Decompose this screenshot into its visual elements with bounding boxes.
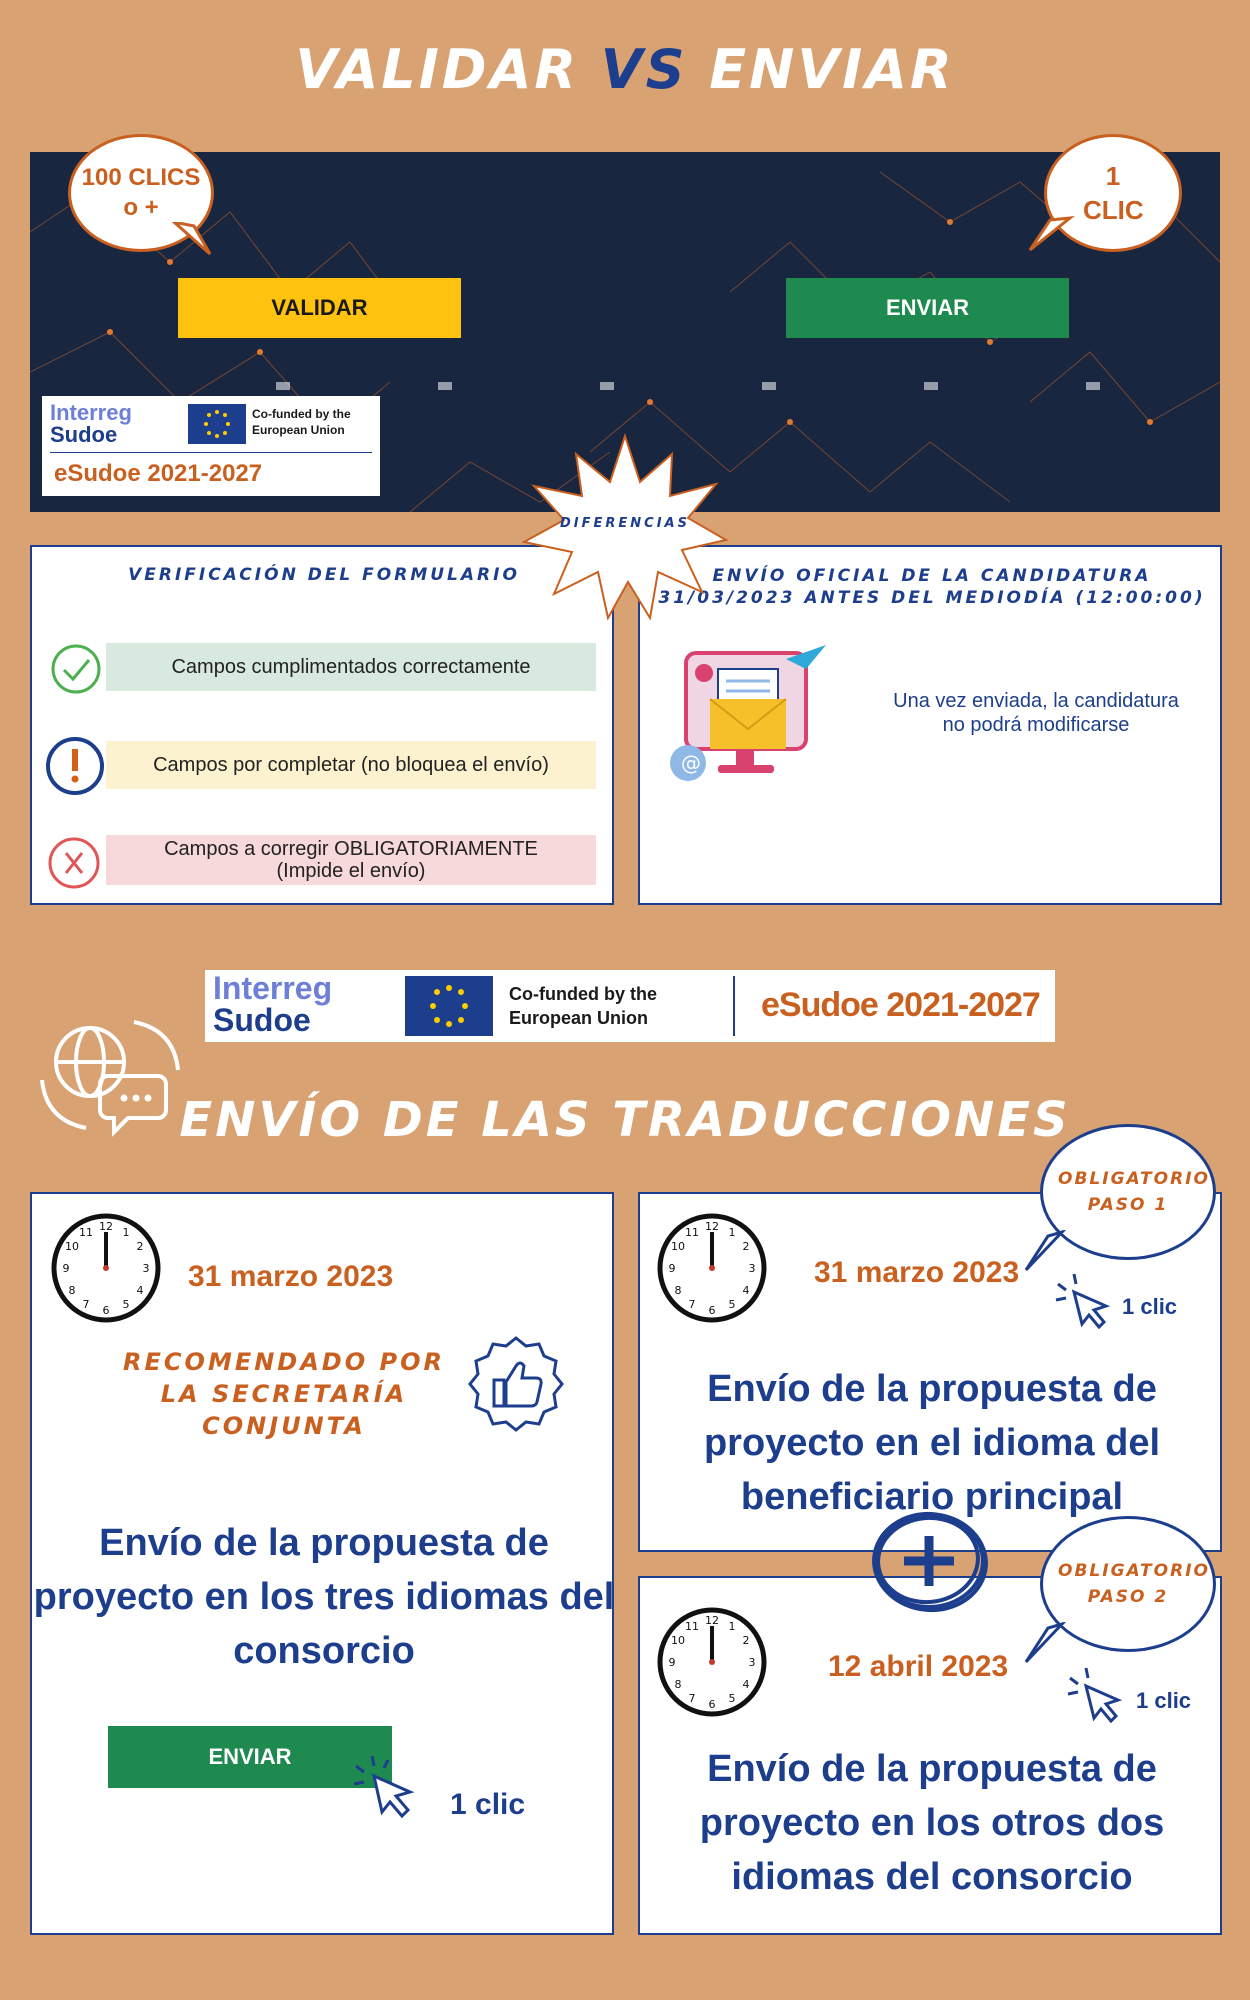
svg-text:12: 12 (705, 1614, 719, 1627)
enviar-button[interactable]: ENVIAR (786, 278, 1069, 338)
svg-text:6: 6 (708, 1698, 716, 1711)
check-icon (50, 643, 102, 695)
left-card-text: Envío de la propuesta de proyecto en los tres idiomas del consorcio (33, 1522, 615, 1672)
svg-text:11: 11 (685, 1620, 699, 1633)
left-card (30, 1192, 614, 1935)
mid-eu-flag-icon (405, 976, 493, 1036)
svg-text:4: 4 (742, 1678, 750, 1691)
bubble-left-tail (170, 222, 220, 262)
thumbs-up-icon (466, 1334, 566, 1434)
svg-text:10: 10 (671, 1240, 685, 1253)
svg-text:6: 6 (708, 1304, 716, 1317)
error-icon (46, 835, 102, 891)
clock-icon (656, 1212, 768, 1324)
bubble-right-tail (1026, 216, 1076, 256)
right-bottom-clicks: 1 clic (1136, 1688, 1192, 1713)
row-pending: Campos por completar (no bloquea el envío) (106, 741, 596, 789)
svg-text:9: 9 (668, 1262, 676, 1275)
right-bottom-text: Envío de la propuesta de proyecto en los otros dos idiomas del consorcio (699, 1748, 1165, 1898)
svg-text:1: 1 (122, 1226, 130, 1239)
paso-1-text: OBLIGATORIO PASO 1 (1058, 1169, 1210, 1215)
clock-icon (656, 1606, 768, 1718)
warning-icon (44, 735, 106, 797)
logo-cofunded-text: Co-funded by the European Union (252, 407, 351, 437)
cursor-click-icon (1066, 1666, 1126, 1726)
validar-button[interactable]: VALIDAR (178, 278, 461, 338)
svg-text:9: 9 (668, 1656, 676, 1669)
svg-text:2: 2 (136, 1240, 144, 1253)
svg-text:8: 8 (674, 1678, 682, 1691)
right-top-text: Envío de la propuesta de proyecto en el idioma del beneficiario principal (703, 1368, 1161, 1518)
svg-text:4: 4 (136, 1284, 144, 1297)
svg-text:3: 3 (142, 1262, 150, 1275)
email-monitor-icon (666, 639, 846, 799)
mid-logo-interreg: Interreg (213, 970, 333, 1006)
svg-text:10: 10 (65, 1240, 79, 1253)
mid-logo-divider (733, 976, 735, 1036)
mid-logo-sudoe: Sudoe (213, 1002, 311, 1038)
svg-text:3: 3 (748, 1656, 756, 1669)
logo-sudoe-text: Sudoe (50, 422, 118, 447)
right-top-clicks: 1 clic (1122, 1294, 1178, 1319)
mid-logo (205, 970, 1055, 1042)
enviar-translations-button[interactable]: ENVIAR (108, 1726, 392, 1788)
svg-text:9: 9 (62, 1262, 70, 1275)
svg-text:6: 6 (102, 1304, 110, 1317)
svg-text:11: 11 (79, 1226, 93, 1239)
logo-interreg-text: Interreg (50, 400, 132, 425)
bubble-1-clic-text: 1 CLIC (1083, 161, 1144, 225)
plus-icon (866, 1506, 992, 1616)
eu-flag-icon (188, 404, 246, 444)
svg-text:10: 10 (671, 1634, 685, 1647)
logo-esudoe-text: eSudoe 2021-2027 (54, 460, 263, 487)
bubble-paso-2-tail (1022, 1622, 1072, 1668)
svg-text:7: 7 (82, 1298, 90, 1311)
page-title (0, 38, 1250, 101)
svg-text:1: 1 (728, 1226, 736, 1239)
section2-title: ENVÍO DE LAS TRADUCCIONES (179, 1092, 1071, 1148)
cursor-click-icon (350, 1752, 420, 1822)
svg-text:@: @ (681, 751, 701, 775)
mid-logo-cofunded: Co-funded by the European Union (509, 984, 657, 1028)
svg-text:8: 8 (674, 1284, 682, 1297)
svg-text:12: 12 (99, 1220, 113, 1233)
verification-heading: VERIFICACIÓN DEL FORMULARIO (128, 565, 520, 585)
svg-text:1: 1 (728, 1620, 736, 1633)
clock-icon (50, 1212, 162, 1324)
svg-text:12: 12 (705, 1220, 719, 1233)
svg-text:5: 5 (728, 1692, 736, 1705)
diferencias-label: DIFERENCIAS (560, 516, 690, 531)
title-vs: VS (600, 38, 688, 101)
svg-text:7: 7 (688, 1692, 696, 1705)
svg-text:2: 2 (742, 1634, 750, 1647)
title-enviar: ENVIAR (709, 38, 955, 101)
right-bottom-date: 12 abril 2023 (828, 1650, 1009, 1683)
bubble-100-clics-text: 100 CLICS o + (81, 164, 201, 221)
left-clicks: 1 clic (450, 1788, 526, 1821)
left-date: 31 marzo 2023 (188, 1260, 394, 1293)
svg-text:7: 7 (688, 1298, 696, 1311)
logo-divider (50, 452, 372, 453)
row-error: Campos a corregir OBLIGATORIAMENTE (Impide el envío) (106, 835, 596, 885)
svg-text:5: 5 (122, 1298, 130, 1311)
svg-text:3: 3 (748, 1262, 756, 1275)
right-top-date: 31 marzo 2023 (814, 1256, 1020, 1289)
send-heading-line1: ENVÍO OFICIAL DE LA CANDIDATURA (712, 566, 1152, 586)
svg-text:11: 11 (685, 1226, 699, 1239)
row-correct: Campos cumplimentados correctamente (106, 643, 596, 691)
send-heading-line2: 31/03/2023 ANTES DEL MEDIODÍA (12:00:00) (658, 588, 1206, 608)
svg-text:2: 2 (742, 1240, 750, 1253)
send-note: Una vez enviada, la candidatura no podrá modificarse (893, 690, 1179, 736)
paso-2-text: OBLIGATORIO PASO 2 (1058, 1561, 1210, 1607)
svg-text:4: 4 (742, 1284, 750, 1297)
svg-text:8: 8 (68, 1284, 76, 1297)
recommended-label: RECOMENDADO POR LA SECRETARÍA CONJUNTA (123, 1348, 445, 1440)
svg-text:5: 5 (728, 1298, 736, 1311)
bubble-paso-1-tail (1022, 1230, 1072, 1276)
mid-logo-esudoe: eSudoe 2021-2027 (761, 986, 1040, 1024)
cursor-click-icon (1054, 1272, 1114, 1332)
title-validar: VALIDAR (295, 38, 579, 101)
banner-logo (42, 396, 380, 496)
